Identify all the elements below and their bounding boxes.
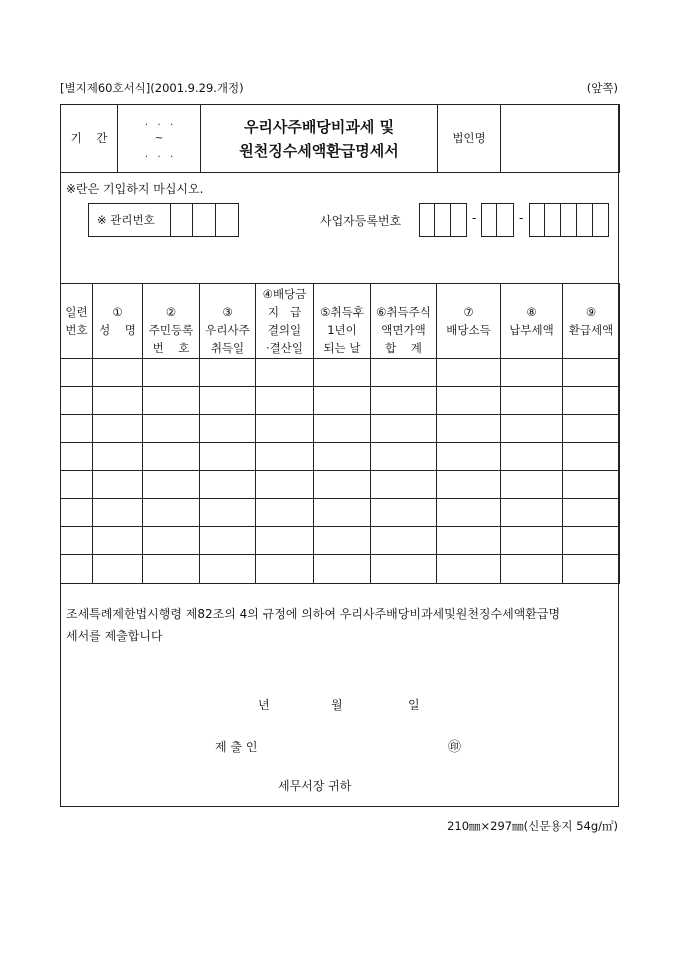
table-cell[interactable] <box>200 443 256 471</box>
column-header-line: ④배당금 <box>262 287 307 301</box>
table-cell[interactable] <box>563 527 620 555</box>
paper-spec: 210㎜×297㎜(신문용지 54g/㎡) <box>447 819 618 833</box>
table-row <box>61 499 620 527</box>
column-header-line: 1년이 <box>327 323 357 337</box>
table-cell[interactable] <box>143 499 200 527</box>
table-cell[interactable] <box>256 415 314 443</box>
table-cell[interactable] <box>93 527 143 555</box>
corp-name-label: 법인명 <box>438 105 501 173</box>
table-cell[interactable] <box>256 443 314 471</box>
table-cell[interactable] <box>371 499 437 527</box>
table-row <box>61 527 620 555</box>
table-cell[interactable] <box>437 443 501 471</box>
column-header-line <box>61 285 92 303</box>
table-cell[interactable] <box>437 359 501 387</box>
table-cell[interactable] <box>93 443 143 471</box>
table-cell[interactable] <box>437 471 501 499</box>
seal-mark: ㊞ <box>448 740 462 755</box>
table-cell[interactable] <box>371 359 437 387</box>
column-header-line: 주민등록 <box>148 323 194 337</box>
title-line-1: 우리사주배당비과세 및 <box>243 117 395 136</box>
column-header-line: 결의일 <box>267 323 302 337</box>
table-cell[interactable] <box>61 387 93 415</box>
table-cell[interactable] <box>93 555 143 584</box>
period-field[interactable] <box>118 105 201 173</box>
dash-2: - <box>519 211 524 225</box>
biz-reg-part2[interactable] <box>481 203 514 237</box>
dash-1: - <box>472 211 477 225</box>
column-header-line: ① <box>112 305 123 319</box>
period-tilde: ~ <box>154 132 164 144</box>
table-cell[interactable] <box>256 387 314 415</box>
table-cell[interactable] <box>501 415 563 443</box>
table-cell[interactable] <box>61 555 93 584</box>
column-header <box>314 284 371 359</box>
column-header <box>371 284 437 359</box>
table-cell[interactable] <box>501 471 563 499</box>
table-cell[interactable] <box>61 359 93 387</box>
table-cell[interactable] <box>437 387 501 415</box>
table-cell[interactable] <box>563 443 620 471</box>
table-cell[interactable] <box>61 471 93 499</box>
column-header <box>501 284 563 359</box>
table-cell[interactable] <box>437 415 501 443</box>
column-header-line <box>437 339 500 357</box>
table-row <box>61 471 620 499</box>
date-month: 월 <box>331 698 343 712</box>
table-cell[interactable] <box>314 443 371 471</box>
column-header-line <box>563 339 619 357</box>
table-cell[interactable] <box>200 359 256 387</box>
table-cell[interactable] <box>143 443 200 471</box>
table-cell[interactable] <box>371 443 437 471</box>
biz-reg-part3[interactable] <box>529 203 609 237</box>
table-cell[interactable] <box>61 499 93 527</box>
table-row <box>61 555 620 584</box>
column-header-line: ⑦ <box>463 305 474 319</box>
mgmt-no-field[interactable] <box>170 203 239 237</box>
column-header-line: ⑥취득주식 <box>376 305 431 319</box>
period-start: . . . <box>144 116 174 128</box>
column-header-line <box>93 285 142 303</box>
table-cell[interactable] <box>93 387 143 415</box>
table-cell[interactable] <box>563 471 620 499</box>
column-header-line <box>501 339 562 357</box>
table-cell[interactable] <box>93 499 143 527</box>
table-cell[interactable] <box>371 527 437 555</box>
corp-name-field[interactable] <box>501 105 620 173</box>
column-header-line: 지 급 <box>267 305 302 319</box>
column-header-line: 취득일 <box>210 341 245 355</box>
table-cell[interactable] <box>501 359 563 387</box>
statement-line-2: 세서를 제출합니다 <box>66 629 163 643</box>
title-line-2: 원천징수세액환급명세서 <box>239 141 399 160</box>
table-cell[interactable] <box>256 527 314 555</box>
column-header-line <box>143 285 199 303</box>
table-cell[interactable] <box>371 471 437 499</box>
table-cell[interactable] <box>143 387 200 415</box>
table-cell[interactable] <box>563 387 620 415</box>
column-header-line <box>61 339 92 357</box>
table-row <box>61 359 620 387</box>
table-cell[interactable] <box>314 471 371 499</box>
table-cell[interactable] <box>437 527 501 555</box>
table-cell[interactable] <box>143 555 200 584</box>
column-header-line: 합 계 <box>385 341 422 355</box>
table-cell[interactable] <box>93 415 143 443</box>
column-header-line: 일련 <box>65 305 88 319</box>
header-table <box>60 104 620 173</box>
column-header-line <box>93 339 142 357</box>
table-cell[interactable] <box>256 555 314 584</box>
date-year: 년 <box>258 698 270 712</box>
column-header <box>93 284 143 359</box>
table-cell[interactable] <box>501 387 563 415</box>
period-label: 기 간 <box>61 105 118 173</box>
mgmt-no-label: ※ 관리번호 <box>88 203 171 237</box>
column-header-line: ③ <box>222 305 233 319</box>
table-cell[interactable] <box>61 415 93 443</box>
table-cell[interactable] <box>143 527 200 555</box>
table-cell[interactable] <box>314 499 371 527</box>
table-cell[interactable] <box>314 415 371 443</box>
table-cell[interactable] <box>371 415 437 443</box>
table-cell[interactable] <box>200 471 256 499</box>
form-id: [별지제60호서식](2001.9.29.개정) <box>60 81 244 95</box>
table-cell[interactable] <box>200 415 256 443</box>
detail-table <box>60 283 620 584</box>
notice-text: ※란은 기입하지 마십시오. <box>66 182 204 196</box>
column-header-line: 성 명 <box>99 323 136 337</box>
table-cell[interactable] <box>501 555 563 584</box>
table-cell[interactable] <box>200 527 256 555</box>
column-header <box>143 284 200 359</box>
column-header-line: ·결산일 <box>266 341 303 355</box>
table-cell[interactable] <box>501 499 563 527</box>
table-cell[interactable] <box>143 415 200 443</box>
column-header-line <box>563 285 619 303</box>
column-header <box>256 284 314 359</box>
column-header-line <box>437 285 500 303</box>
table-cell[interactable] <box>200 555 256 584</box>
column-header-line: 납부세액 <box>509 323 554 337</box>
table-cell[interactable] <box>371 387 437 415</box>
statement <box>66 603 560 647</box>
column-header-line: 환급세액 <box>568 323 614 337</box>
table-cell[interactable] <box>437 499 501 527</box>
column-header-line <box>200 285 255 303</box>
column-header-line: 번호 <box>65 323 88 337</box>
column-header-line: ⑨ <box>585 305 597 319</box>
column-header-line: 번 호 <box>152 341 190 355</box>
table-cell[interactable] <box>256 359 314 387</box>
column-header <box>437 284 501 359</box>
table-cell[interactable] <box>143 471 200 499</box>
table-cell[interactable] <box>200 387 256 415</box>
table-cell[interactable] <box>314 359 371 387</box>
table-row <box>61 387 620 415</box>
column-header <box>563 284 620 359</box>
table-cell[interactable] <box>61 527 93 555</box>
table-cell[interactable] <box>371 555 437 584</box>
table-cell[interactable] <box>314 527 371 555</box>
table-cell[interactable] <box>563 415 620 443</box>
table-cell[interactable] <box>93 471 143 499</box>
addressee: 세무서장 귀하 <box>278 779 352 793</box>
table-cell[interactable] <box>563 359 620 387</box>
table-cell[interactable] <box>256 499 314 527</box>
column-header-line: 액면가액 <box>381 323 426 337</box>
biz-reg-part1[interactable] <box>419 203 467 237</box>
table-cell[interactable] <box>256 471 314 499</box>
table-cell[interactable] <box>501 443 563 471</box>
form-title <box>201 105 438 173</box>
column-header-line: 되는 날 <box>323 341 361 355</box>
column-header-line: ② <box>165 305 177 319</box>
column-header-line: 배당소득 <box>446 323 491 337</box>
table-cell[interactable] <box>93 359 143 387</box>
biz-reg-label: 사업자등록번호 <box>320 214 402 228</box>
table-row <box>61 443 620 471</box>
column-header-line: ⑤취득후 <box>320 305 364 319</box>
column-header-line <box>501 285 562 303</box>
table-cell[interactable] <box>563 555 620 584</box>
page-side: (앞쪽) <box>586 81 618 95</box>
table-cell[interactable] <box>314 387 371 415</box>
table-cell[interactable] <box>563 499 620 527</box>
column-header <box>61 284 93 359</box>
table-cell[interactable] <box>61 443 93 471</box>
table-cell[interactable] <box>501 527 563 555</box>
column-header <box>200 284 256 359</box>
date-day: 일 <box>408 698 420 712</box>
statement-line-1: 조세특례제한법시행령 제82조의 4의 규정에 의하여 우리사주배당비과세및원천징수세액환급명 <box>66 607 561 621</box>
table-cell[interactable] <box>314 555 371 584</box>
period-end: . . . <box>144 148 174 160</box>
column-header-line <box>371 285 436 303</box>
table-cell[interactable] <box>200 499 256 527</box>
column-header-line: ⑧ <box>526 305 537 319</box>
column-header-line <box>314 285 370 303</box>
table-cell[interactable] <box>143 359 200 387</box>
table-cell[interactable] <box>437 555 501 584</box>
table-row <box>61 415 620 443</box>
submitter-label: 제 출 인 <box>215 740 258 754</box>
column-header-line: 우리사주 <box>205 323 250 337</box>
